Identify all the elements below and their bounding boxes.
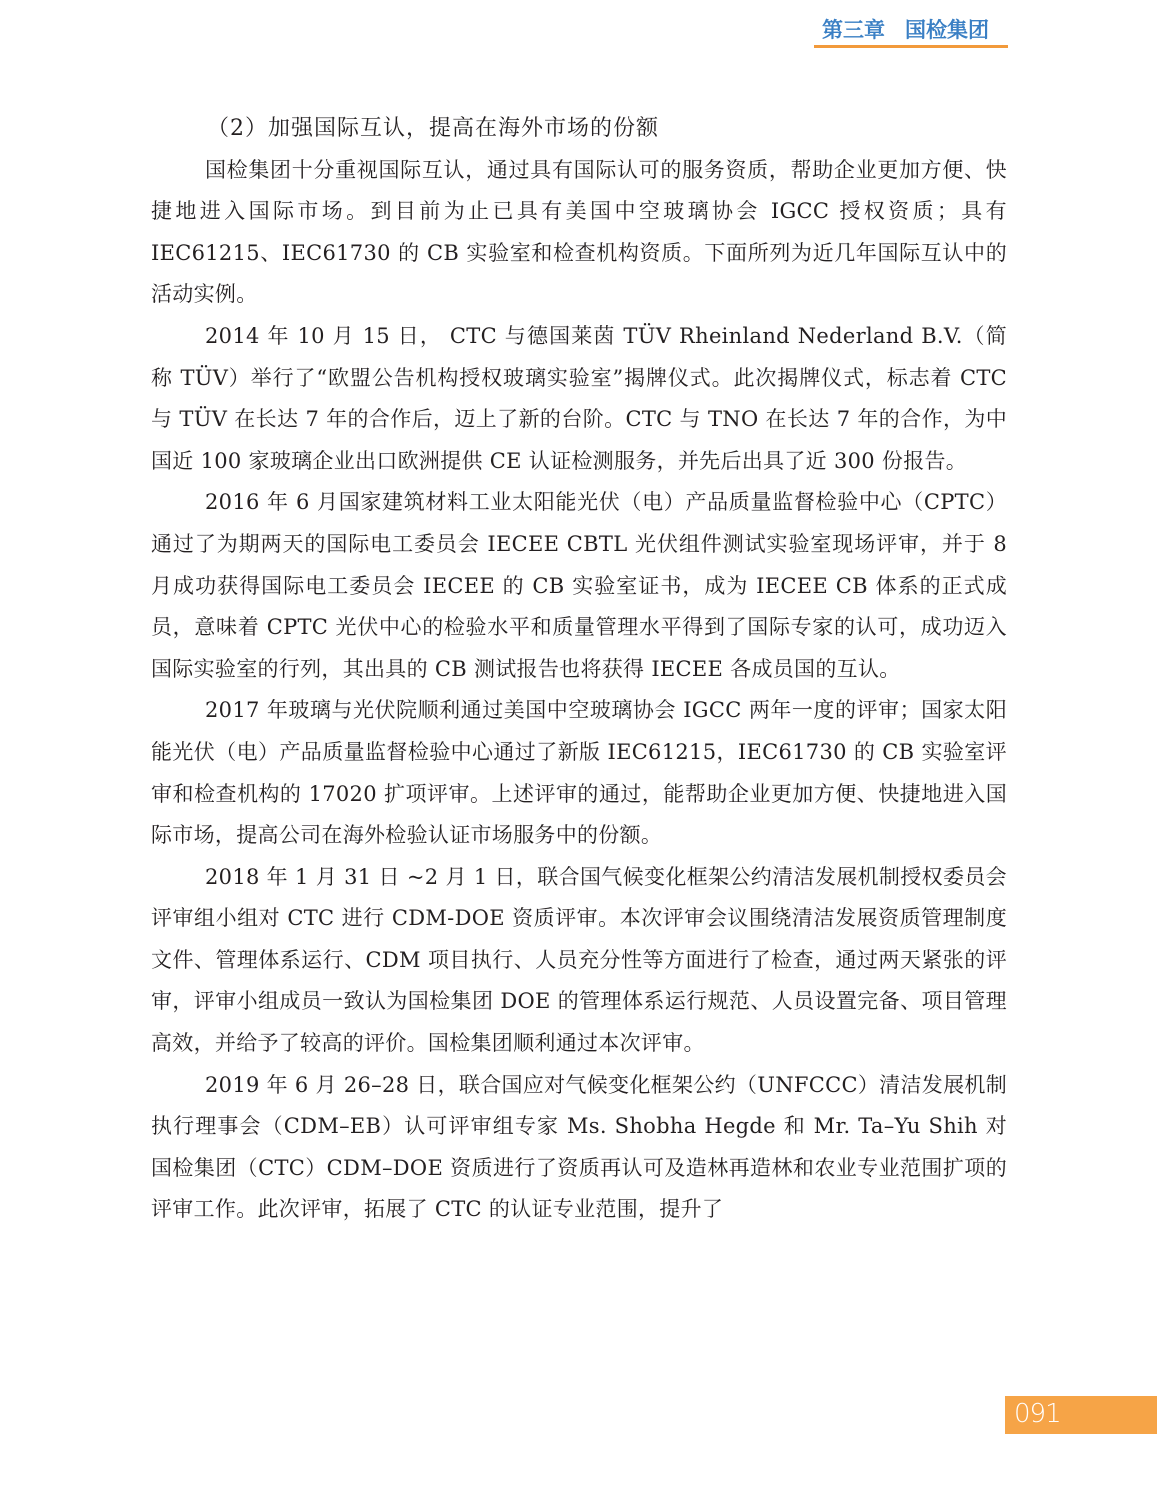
page-number: 091 bbox=[1014, 1399, 1061, 1429]
paragraph-2016: 2016 年 6 月国家建筑材料工业太阳能光伏（电）产品质量监督检验中心（CPTC）通过了为期两天的国际电工委员会 IECEE CBTL 光伏组件测试实验室现场评审，并于 8 月成功获得国际电工委员会 IECEE 的 CB 实验室证书，成为 IECEE CB 体系的正式成员，意味着 CPTC 光伏中心的检验水平和质量管理水平得到了国际专家的认可，成功迈入国际实验室的行列，其出具的 CB 测试报告也将获得 IECEE 各成员国的互认。 bbox=[151, 490, 1007, 681]
chapter-number: 第三章 bbox=[822, 18, 885, 42]
chapter-header bbox=[816, 14, 1006, 48]
paragraph-2018: 2018 年 1 月 31 日 ~2 月 1 日，联合国气候变化框架公约清洁发展机制授权委员会评审组小组对 CTC 进行 CDM-DOE 资质评审。本次评审会议围绕清洁发展资质管理制度文件、管理体系运行、CDM 项目执行、人员充分性等方面进行了检查，通过两天紧张的评审，评审小组成员一致认为国检集团 DOE 的管理体系运行规范、人员设置完备、项目管理高效，并给予了较高的评价。国检集团顺利通过本次评审。 bbox=[151, 864, 1007, 1056]
paragraph-2019: 2019 年 6 月 26–28 日，联合国应对气候变化框架公约（UNFCCC）清洁发展机制执行理事会（CDM–EB）认可评审组专家 Ms. Shobha Hegde 和 Mr. Ta–Yu Shih 对国检集团（CTC）CDM–DOE 资质进行了资质再认可及造林再造林和农业专业范围扩项的评审工作。此次评审，拓展了 CTC 的认证专业范围，提升了 bbox=[151, 1072, 1007, 1222]
paragraph-2014: 2014 年 10 月 15 日， CTC 与德国莱茵 TÜV Rheinland Nederland B.V.（简称 TÜV）举行了“欧盟公告机构授权玻璃实验室”揭牌仪式。此次揭牌仪式，标志着 CTC 与 TÜV 在长达 7 年的合作后，迈上了新的台阶。CTC 与 TNO 在长达 7 年的合作，为中国近 100 家玻璃企业出口欧洲提供 CE 认证检测服务，并先后出具了近 300 份报告。 bbox=[151, 323, 1007, 473]
chapter-title: 国检集团 bbox=[905, 18, 989, 42]
page-number-tab bbox=[1005, 1396, 1157, 1434]
paragraph-2017: 2017 年玻璃与光伏院顺利通过美国中空玻璃协会 IGCC 两年一度的评审；国家太阳能光伏（电）产品质量监督检验中心通过了新版 IEC61215，IEC61730 的 CB 实验室评审和检查机构的 17020 扩项评审。上述评审的通过，能帮助企业更加方便、快捷地进入国际市场，提高公司在海外检验认证市场服务中的份额。 bbox=[151, 698, 1007, 848]
section-heading: （2）加强国际互认，提高在海外市场的份额 bbox=[207, 116, 659, 141]
chapter-underline bbox=[814, 45, 1008, 48]
paragraph-intro: 国检集团十分重视国际互认，通过具有国际认可的服务资质，帮助企业更加方便、快捷地进入国际市场。到目前为止已具有美国中空玻璃协会 IGCC 授权资质；具有 IEC61215、IEC61730 的 CB 实验室和检查机构资质。下面所列为近几年国际互认中的活动实例。 bbox=[151, 157, 1007, 307]
body-content bbox=[151, 108, 1007, 1231]
